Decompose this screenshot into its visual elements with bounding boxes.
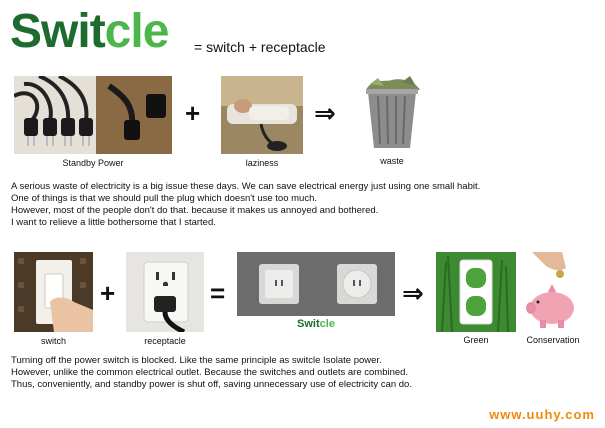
switch-photo [14,252,93,332]
paragraph-2-line-1: Turning off the power switch is blocked. Like the same principle as switcle Isolate power. [11,355,382,366]
conservation-photo [522,252,584,332]
page-title [10,6,168,58]
electrical-outlet-icon [126,252,204,332]
receptacle-photo [126,252,204,332]
plus-operator: + [185,98,201,128]
caption-laziness: laziness [245,158,279,168]
caption-conservation: Conservation [526,335,580,345]
plugs-icon [14,76,172,154]
waste-photo [358,76,426,152]
title-part-cle: cle [104,5,169,58]
product-logo [237,316,395,332]
light-switch-icon [14,252,93,332]
trash-can-money-icon [358,76,426,152]
paragraph-2-line-2: However, unlike the common electrical outlet. Because the switches and outlets are combined. [11,367,409,378]
paragraph-2-line-3: Thus, conveniently, and standby power is shut off, saving unnecessary use of electricity can do. [11,379,412,390]
caption-standby-power: Standby Power [62,158,124,168]
arrow-operator-2: ⇒ [402,278,424,308]
green-photo [436,252,516,332]
caption-green: Green [463,335,489,345]
laziness-photo [221,76,303,154]
equals-operator: = [210,278,226,308]
title-part-switch: Swit [10,5,105,58]
paragraph-1-line-1: A serious waste of electricity is a big issue these days. We can save electrical energy just using one small habit. [11,181,481,192]
caption-switch: switch [40,336,66,346]
switcle-device-icon [237,252,395,318]
paragraph-1-line-4: I want to relieve a little bothersome that I started. [11,217,216,228]
paragraph-1-line-2: One of things is that we should pull the plug which doesn't use too much. [11,193,317,204]
standby-power-photo [14,76,172,154]
grass-outlet-icon [436,252,516,332]
caption-receptacle: receptacle [144,336,186,346]
switcle-product-photo [237,252,395,332]
site-watermark: www.uuhy.com [489,407,595,422]
plus-operator-2: + [100,278,116,308]
caption-waste: waste [380,156,404,166]
arrow-operator: ⇒ [314,98,336,128]
paragraph-1-line-3: However, most of the people don't do that. because it makes us annoyed and bothered. [11,205,379,216]
product-logo-part2: cle [319,318,335,330]
sleeping-person-icon [221,76,303,154]
page-subtitle: = switch + receptacle [194,39,326,55]
product-logo-part1: Swit [297,318,320,330]
piggy-bank-icon [522,252,584,332]
